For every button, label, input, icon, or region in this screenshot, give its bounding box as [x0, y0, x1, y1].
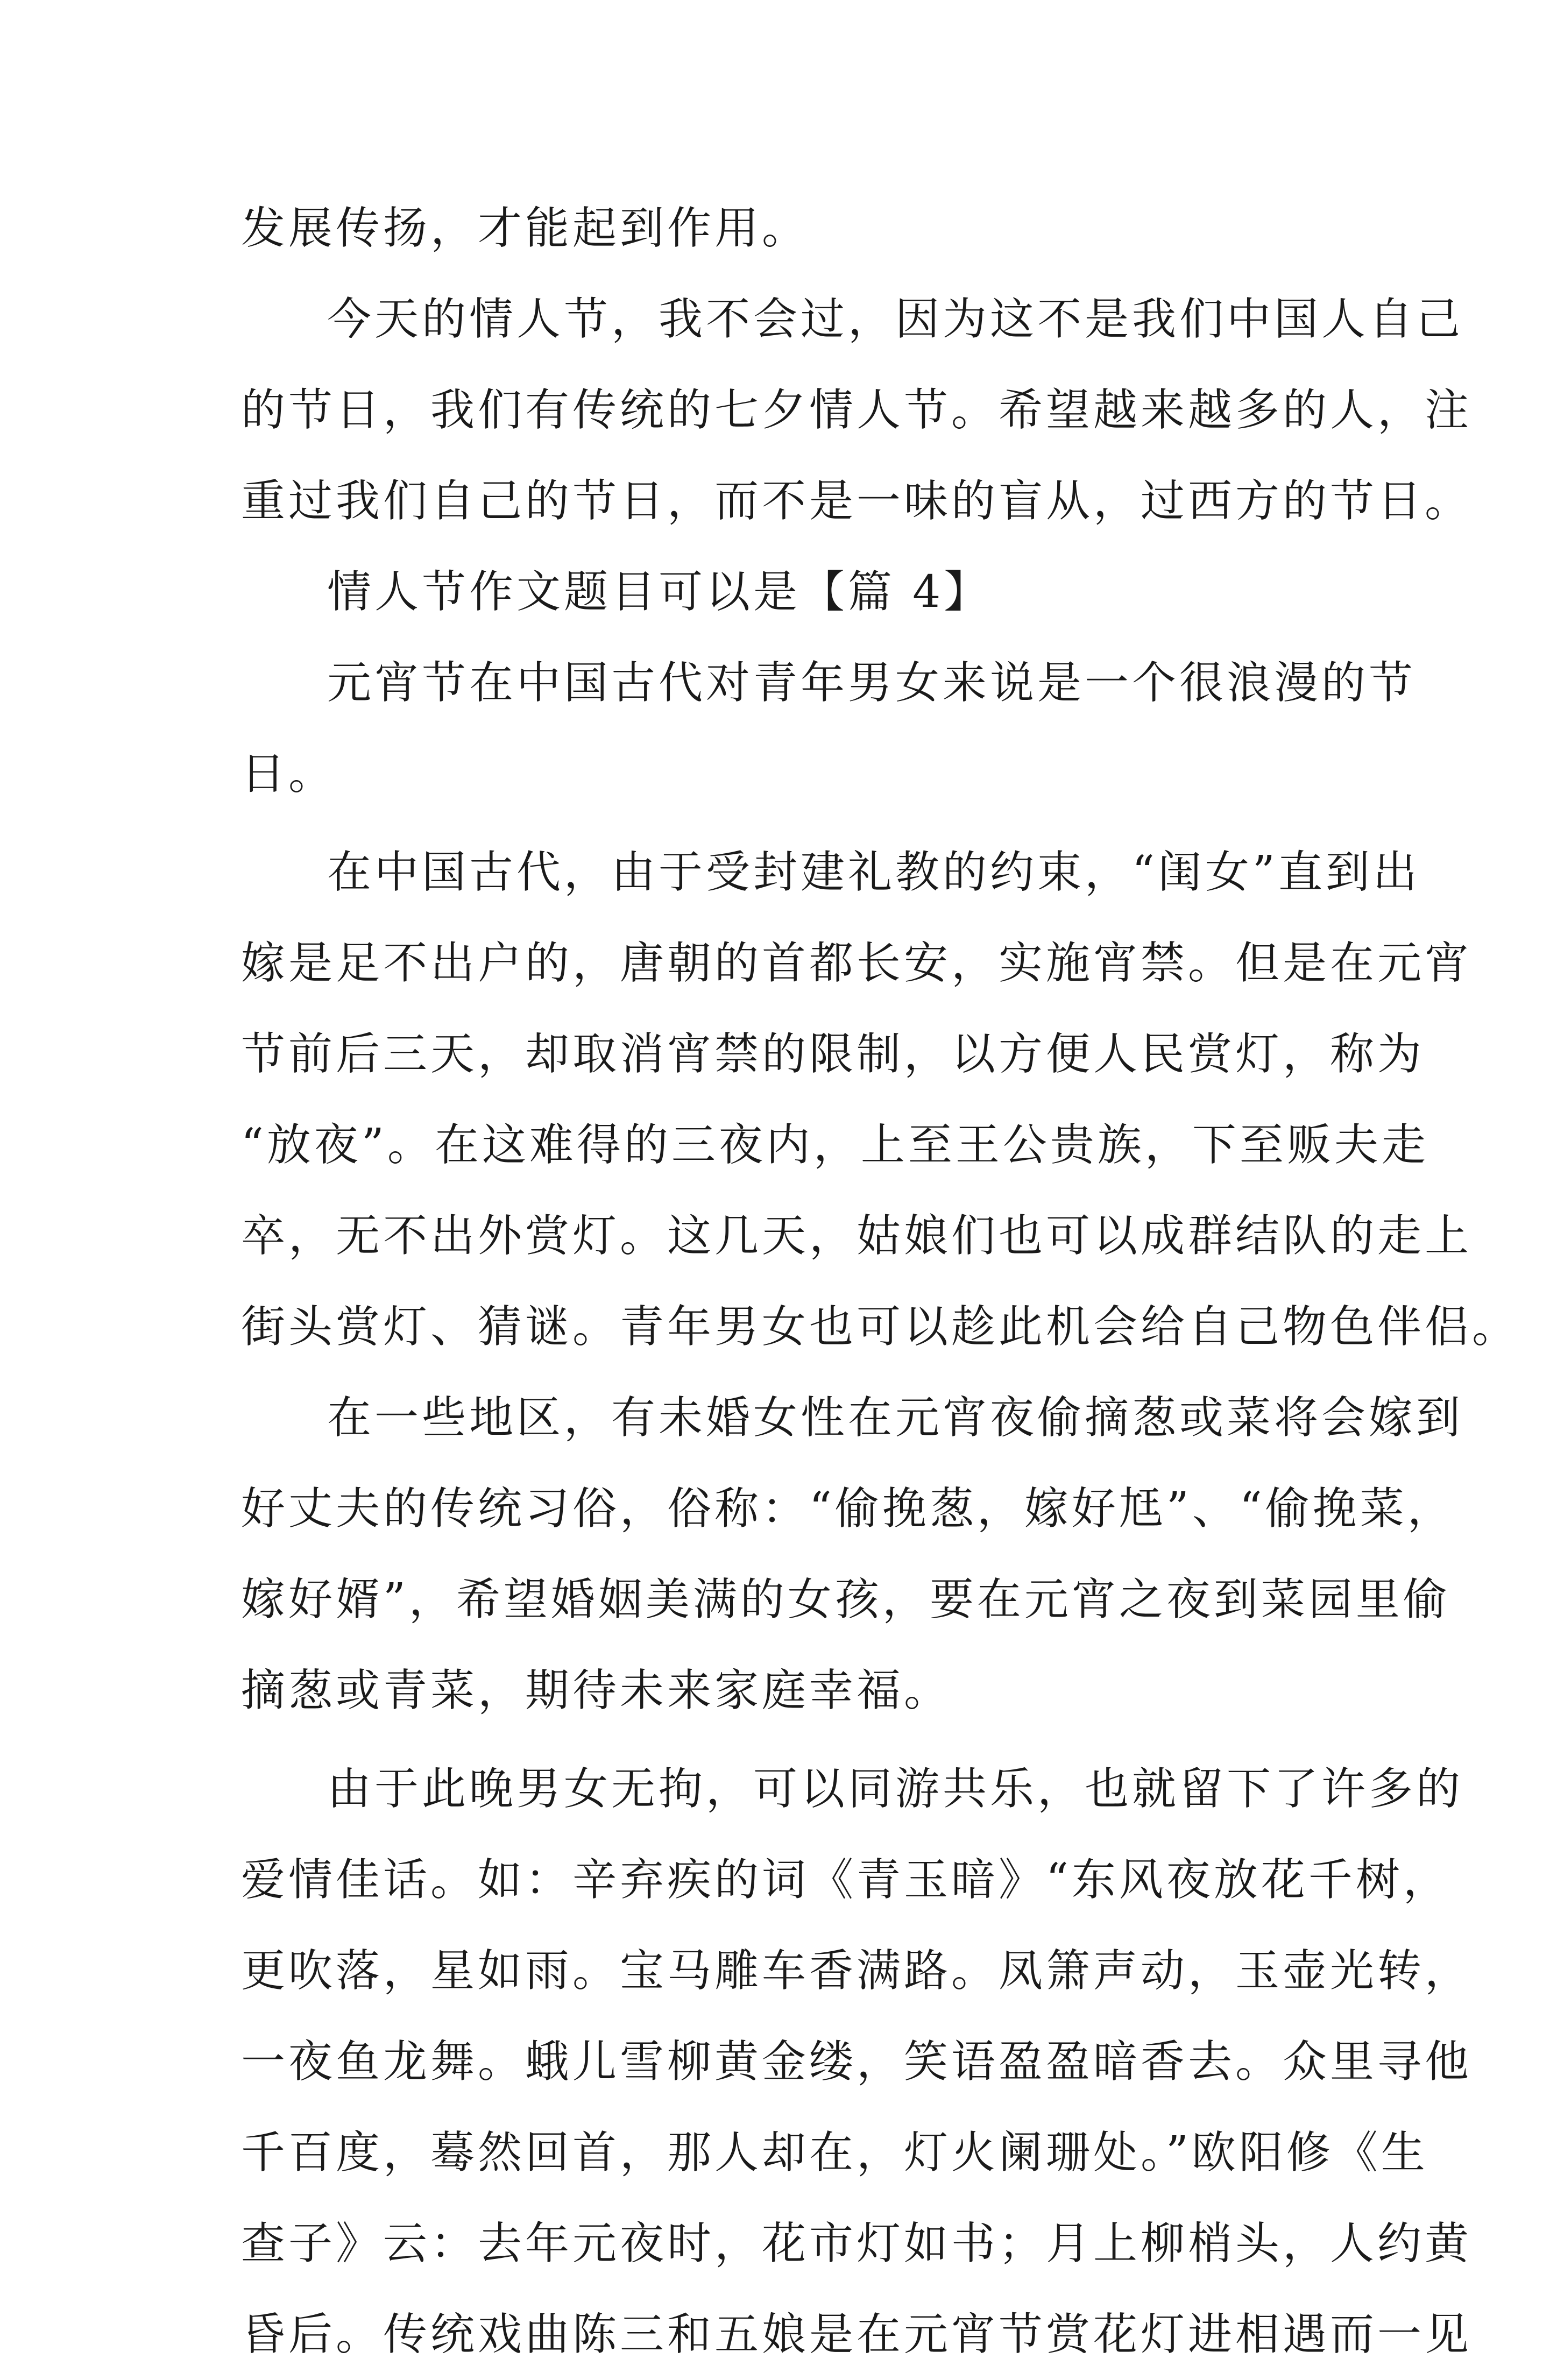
section-heading: 情人节作文题目可以是【篇 4】 — [327, 566, 992, 618]
text-line: 节前后三天，却取消宵禁的限制，以方便人民赏灯，称为 — [241, 1029, 1425, 1080]
text-line: “放夜”。在这难得的三夜内，上至王公贵族，下至贩夫走 — [241, 1120, 1429, 1171]
text-line: 爱情佳话。如：辛弃疾的词《青玉暗》“东风夜放花千树， — [241, 1854, 1450, 1906]
text-line: 的节日，我们有传统的七夕情人节。希望越来越多的人，注 — [241, 385, 1473, 436]
paragraph-first-line: 在中国古代，由于受封建礼教的约束，“闺女”直到出 — [327, 847, 1420, 898]
text-line: 查子》云：去年元夜时，花市灯如书；月上柳梢头，人约黄 — [241, 2218, 1473, 2269]
document-body — [241, 183, 1520, 2380]
text-line: 街头赏灯、猜谜。青年男女也可以趁此机会给自己物色伴侣。 — [241, 1301, 1520, 1352]
text-line: 发展传扬，才能起到作用。 — [241, 203, 810, 254]
paragraph-first-line: 在一些地区，有未婚女性在元宵夜偷摘葱或菜将会嫁到 — [327, 1392, 1464, 1443]
text-line: 好丈夫的传统习俗，俗称：“偷挽葱，嫁好尪”、“偷挽菜， — [241, 1483, 1455, 1534]
text-line: 摘葱或青菜，期待未来家庭幸福。 — [241, 1665, 952, 1716]
text-line: 昏后。传统戏曲陈三和五娘是在元宵节赏花灯进相遇而一见 — [241, 2309, 1473, 2360]
paragraph-first-line: 今天的情人节，我不会过，因为这不是我们中国人自己 — [327, 294, 1464, 345]
text-line: 嫁是足不出户的，唐朝的首都长安，实施宵禁。但是在元宵 — [241, 938, 1473, 989]
text-line: 日。 — [241, 748, 336, 799]
text-line: 一夜鱼龙舞。蛾儿雪柳黄金缕，笑语盈盈暗香去。众里寻他 — [241, 2036, 1473, 2087]
text-line: 卒，无不出外赏灯。这几天，姑娘们也可以成群结队的走上 — [241, 1210, 1473, 1262]
paragraph-first-line: 元宵节在中国古代对青年男女来说是一个很浪漫的节 — [327, 657, 1417, 709]
paragraph-first-line: 由于此晚男女无拘，可以同游共乐，也就留下了许多的 — [327, 1763, 1464, 1815]
text-line: 更吹落，星如雨。宝马雕车香满路。凤箫声动，玉壶光转， — [241, 1945, 1473, 1996]
text-line: 千百度，蓦然回首，那人却在，灯火阑珊处。”欧阳修《生 — [241, 2127, 1428, 2178]
text-line: 嫁好婿”，希望婚姻美满的女孩，要在元宵之夜到菜园里偷 — [241, 1574, 1450, 1625]
text-line: 重过我们自己的节日，而不是一味的盲从，过西方的节日。 — [241, 476, 1473, 527]
